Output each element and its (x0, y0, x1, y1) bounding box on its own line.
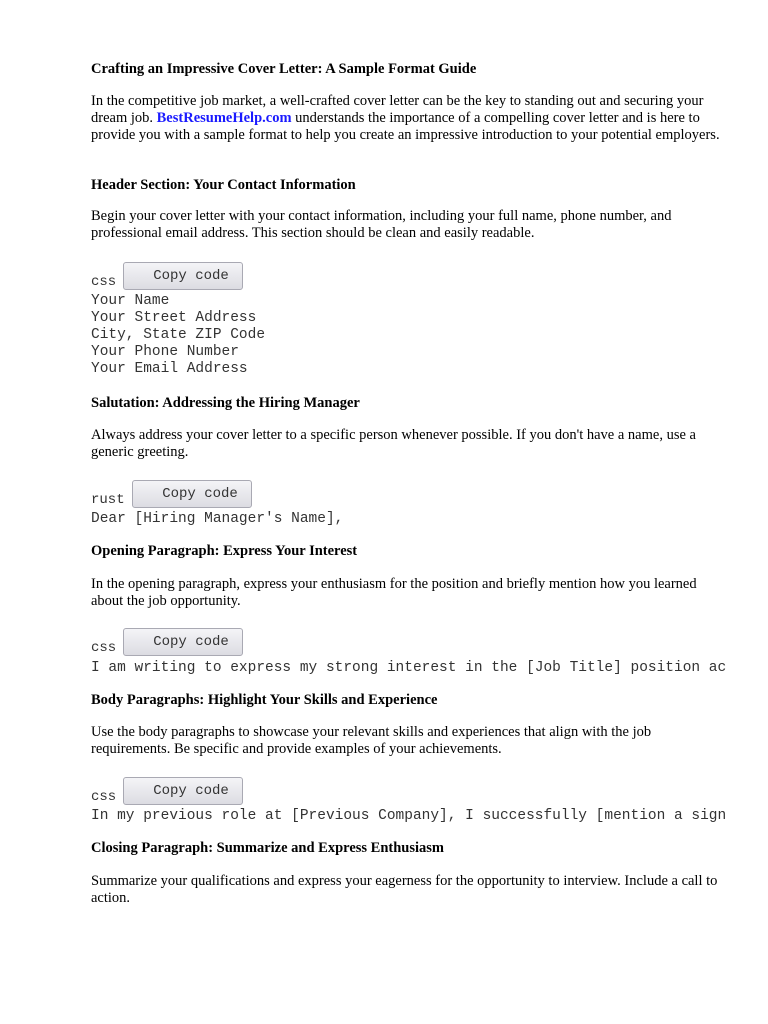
intro-text-end: understands the importance of a compelling cover letter and is here to provide you with a sample format to help you create an impressive introduction to your potential employers. (91, 110, 720, 143)
section-heading-opening: Opening Paragraph: Express Your Interest (91, 543, 358, 559)
code-line: In my previous role at [Previous Company], I successfully [mention a sign (91, 808, 727, 824)
copy-code-button[interactable]: Copy code (123, 777, 243, 805)
section-text-header: Begin your cover letter with your contact information, including your full name, phone number, and professional email address. This section should be clean and easily readable. (91, 208, 672, 241)
code-block-header (91, 777, 251, 807)
code-language-label: css (91, 640, 117, 656)
code-block (91, 511, 768, 528)
copy-code-button[interactable]: Copy code (123, 628, 243, 656)
code-line: Dear [Hiring Manager's Name], (91, 511, 344, 527)
code-line: Your Email Address (91, 361, 248, 377)
code-language-label: rust (91, 492, 125, 508)
section-heading-header: Header Section: Your Contact Information (91, 177, 356, 193)
intro-paragraph (91, 93, 731, 144)
section-heading-closing: Closing Paragraph: Summarize and Express Enthusiasm (91, 840, 445, 856)
code-block-header (91, 262, 251, 292)
bestresumehelp-link[interactable]: BestResumeHelp.com (156, 110, 292, 126)
section-text-closing: Summarize your qualifications and express your eagerness for the opportunity to interview. Include a call to action. (91, 873, 718, 906)
code-language-label: css (91, 274, 117, 290)
code-block-header (91, 480, 261, 510)
copy-code-button[interactable]: Copy code (123, 262, 243, 290)
section-heading-body: Body Paragraphs: Highlight Your Skills and Experience (91, 692, 438, 708)
intro-text-start: In the competitive job market, a well-crafted cover letter can be the key to standing out and securing your dream job. (91, 93, 704, 126)
code-line: Your Name (91, 293, 170, 309)
code-block (91, 293, 768, 378)
code-block-header (91, 628, 251, 658)
code-line: I am writing to express my strong interest in the [Job Title] position ac (91, 660, 727, 676)
code-line: City, State ZIP Code (91, 327, 266, 343)
section-heading-salutation: Salutation: Addressing the Hiring Manager (91, 395, 360, 411)
section-text-opening: In the opening paragraph, express your enthusiasm for the position and briefly mention how you learned about the job opportunity. (91, 576, 697, 609)
code-block (91, 808, 768, 825)
section-text-salutation: Always address your cover letter to a specific person whenever possible. If you don't have a name, use a generic greeting. (91, 427, 696, 460)
code-line: Your Phone Number (91, 344, 239, 360)
code-language-label: css (91, 789, 117, 805)
code-block (91, 660, 768, 677)
copy-code-button[interactable]: Copy code (132, 480, 252, 508)
code-line: Your Street Address (91, 310, 257, 326)
section-text-body: Use the body paragraphs to showcase your relevant skills and experiences that align with the job requirements. Be specific and provide examples of your achievements. (91, 724, 652, 757)
document-title: Crafting an Impressive Cover Letter: A Sample Format Guide (91, 61, 477, 77)
